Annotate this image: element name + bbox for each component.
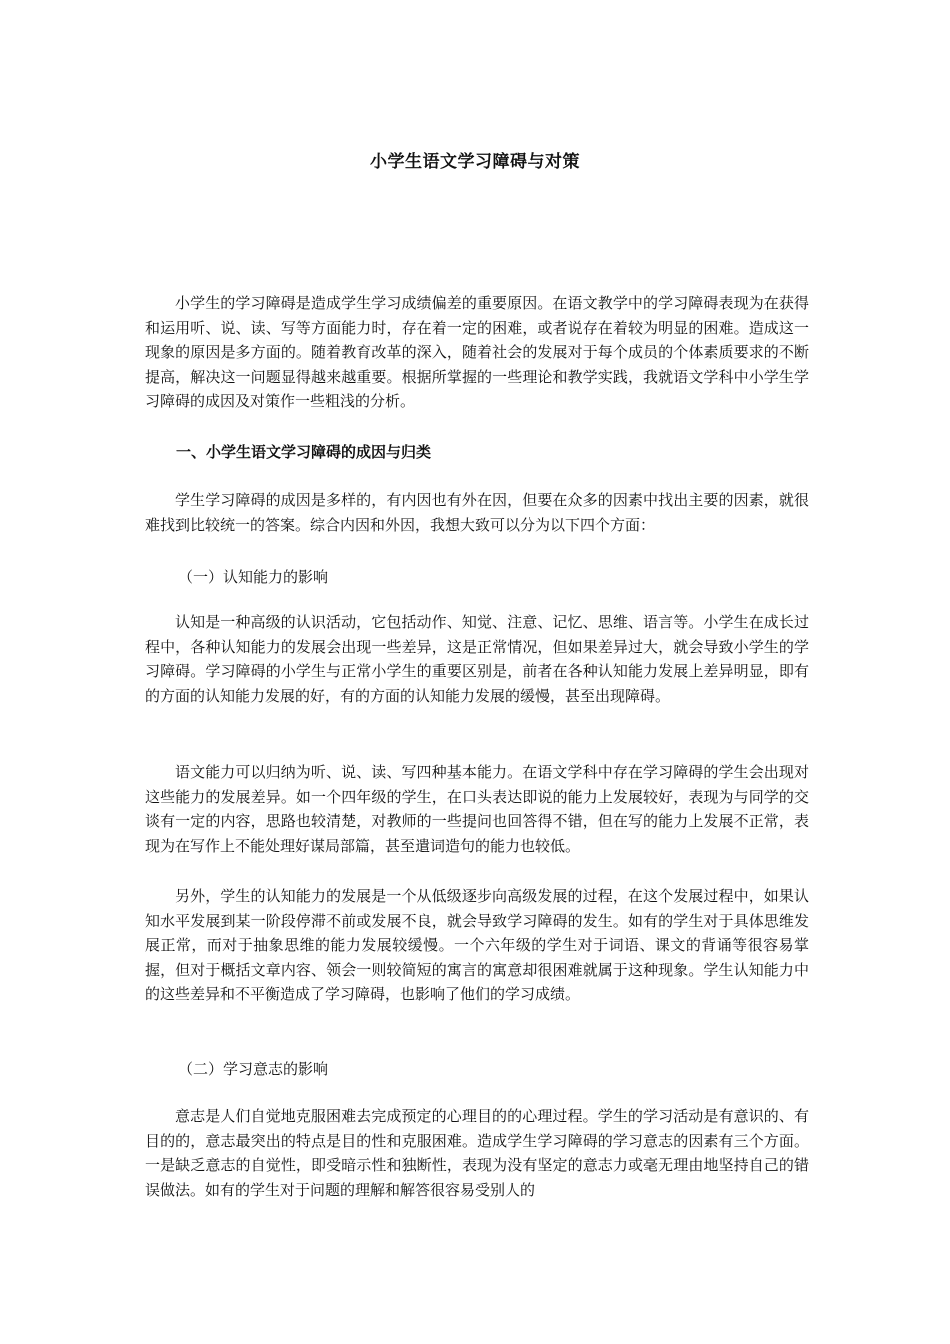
subsection-1-paragraph-1: 认知是一种高级的认识活动，它包括动作、知觉、注意、记忆、思维、语言等。小学生在成长过程中，各种认知能力的发展会出现一些差异，这是正常情况，但如果差异过大，就会导致小学生的学习障碍。学习障碍的小学生与正常小学生的重要区别是，前者在各种认知能力发展上差异明显，即有的方面的认知能力发展的好，有的方面的认知能力发展的缓慢，甚至出现障碍。 — [145, 613, 809, 705]
subsection-1-paragraph-3: 另外，学生的认知能力的发展是一个从低级逐步向高级发展的过程，在这个发展过程中，如果认知水平发展到某一阶段停滞不前或发展不良，就会导致学习障碍的发生。如有的学生对于具体思维发展正常，而对于抽象思维的能力发展较缓慢。一个六年级的学生对于词语、课文的背诵等很容易掌握，但对于概括文章内容、领会一则较简短的寓言的寓意却很困难就属于这种现象。学生认知能力中的这些差异和不平衡造成了学习障碍，也影响了他们的学习成绩。 — [145, 887, 809, 1003]
document-title: 小学生语文学习障碍与对策 — [370, 152, 580, 172]
subsection-heading-2: （二）学习意志的影响 — [178, 1060, 329, 1078]
section-1-paragraph: 学生学习障碍的成因是多样的，有内因也有外在因，但要在众多的因素中找出主要的因素，就很难找到比较统一的答案。综合内因和外因，我想大致可以分为以下四个方面： — [145, 491, 809, 534]
subsection-2-paragraph-1: 意志是人们自觉地克服困难去完成预定的心理目的的心理过程。学生的学习活动是有意识的、有目的的，意志最突出的特点是目的性和克服困难。造成学生学习障碍的学习意志的因素有三个方面。一是缺乏意志的自觉性，即受暗示性和独断性，表现为没有坚定的意志力或毫无理由地坚持自己的错误做法。如有的学生对于问题的理解和解答很容易受别人的 — [145, 1107, 809, 1199]
subsection-1-paragraph-2: 语文能力可以归纳为听、说、读、写四种基本能力。在语文学科中存在学习障碍的学生会出现对这些能力的发展差异。如一个四年级的学生，在口头表达即说的能力上发展较好，表现为与同学的交谈有一定的内容，思路也较清楚，对教师的一些提问也回答得不错，但在写的能力上发展不正常，表现为在写作上不能处理好谋局部篇，甚至遣词造句的能力也较低。 — [145, 763, 809, 855]
section-heading-1: 一、小学生语文学习障碍的成因与归类 — [176, 443, 432, 461]
subsection-heading-1: （一）认知能力的影响 — [178, 568, 329, 586]
intro-paragraph: 小学生的学习障碍是造成学生学习成绩偏差的重要原因。在语文教学中的学习障碍表现为在获得和运用听、说、读、写等方面能力时，存在着一定的困难，或者说存在着较为明显的困难。造成这一现象的原因是多方面的。随着教育改革的深入，随着社会的发展对于每个成员的个体素质要求的不断提高，解决这一问题显得越来越重要。根据所掌握的一些理论和教学实践，我就语文学科中小学生学习障碍的成因及对策作一些粗浅的分析。 — [145, 294, 809, 410]
